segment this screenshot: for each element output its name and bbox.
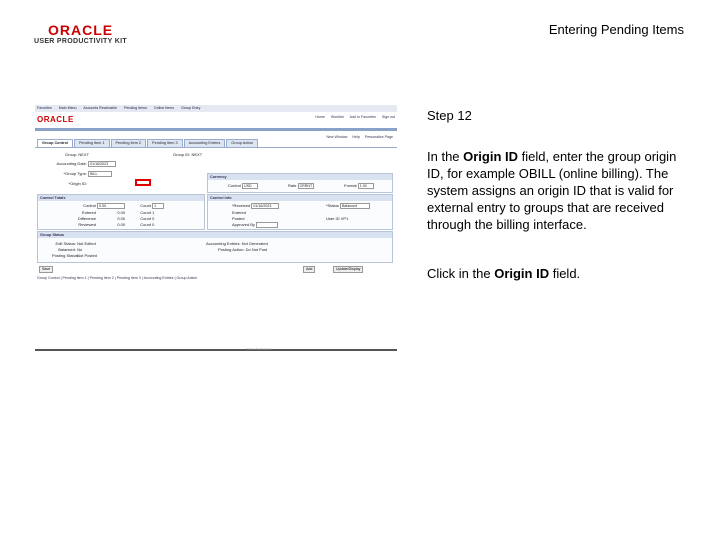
screenshot-footer-divider [35,349,397,351]
totals-count: 0 [152,222,155,227]
control-totals-header: Control Totals [38,195,204,201]
group-status-panel [37,231,393,263]
posted-row [232,216,244,221]
step-number: Step 12 [427,108,472,123]
currency-control-row [228,183,258,189]
control-info-header: Control Info [208,195,392,201]
logo-brand: ORACLE [48,22,114,38]
user-value: VP1 [340,216,349,221]
group-type-label: *Group Type: [63,171,87,177]
group-row [65,152,89,157]
click-field-name: Origin ID [494,266,550,281]
totals-amount: 0.00 [117,216,126,221]
link-favorites[interactable]: Add to Favorites [349,115,376,119]
approved-row [232,222,278,228]
link-home[interactable]: Home [315,115,325,119]
user-row [326,216,348,221]
totals-count: 1 [152,210,155,215]
edit-status-label: Edit Status: [55,241,76,246]
status-label: *Status [326,203,339,209]
tab-pending-item-1[interactable]: Pending Item 1 [74,139,110,147]
balanced-label: Balanced: [58,247,76,252]
group-type-input[interactable]: BILL [88,171,112,177]
table-row [68,203,164,209]
accounting-date-input[interactable]: 01/16/2023 [88,161,116,167]
posting-action-value: Do Not Post [245,247,268,252]
app-brand: ORACLE [37,115,74,124]
posted-label: Posted [232,216,245,221]
tab-bar [37,139,259,147]
totals-count-label: Count [140,203,151,209]
table-row [68,210,154,215]
currency-header: Currency [208,174,392,180]
totals-label: Entered [81,210,96,215]
instr-text: In the [427,149,464,164]
link-new-window[interactable]: New Window [326,135,348,139]
oracle-upk-logo [34,22,134,50]
group-id-value: NEXT [191,152,203,157]
accounting-entries-label: Accounting Entries: [206,241,241,246]
click-text: field. [549,266,581,281]
logo-subtitle: USER PRODUCTIVITY KIT [34,38,127,45]
instr-text: field, enter the group origin ID, for example OBILL (online billing). The system assigns an origin ID that is valid for external entry to groups that are received through the billing interface. [427,149,677,232]
update-display-button[interactable]: Update/Display [333,266,363,273]
group-id-label: Group ID: [173,152,191,157]
group-type-row [47,171,112,177]
currency-format-input[interactable]: 1.00 [358,183,374,189]
tab-pending-item-3[interactable]: Pending Item 3 [147,139,183,147]
tab-pending-item-2[interactable]: Pending Item 2 [111,139,147,147]
link-help[interactable]: Help [352,135,360,139]
table-row [68,216,154,221]
application-screenshot [35,105,397,281]
instr-field-name: Origin ID [463,149,519,164]
user-label: User ID [326,216,340,221]
posting-status-label: Posting Status: [52,253,79,258]
page-links [322,135,393,139]
origin-id-row [47,181,87,186]
page-title: Entering Pending Items [548,22,684,37]
accounting-entries-row [206,241,268,246]
breadcrumb-item[interactable]: Main Menu [58,106,77,110]
control-info-panel [207,194,393,230]
posting-action-row [218,247,267,252]
received-row [232,203,279,209]
totals-amount: 0.00 [117,222,126,227]
approved-label: Approved By [232,222,255,228]
link-personalize[interactable]: Personalize Page [364,135,393,139]
header-divider [35,128,397,131]
edit-status-value: Not Edited [77,241,96,246]
currency-rate-input[interactable]: CRRNT [299,184,313,188]
currency-format-row [344,183,374,189]
posting-status-row [52,253,97,258]
breadcrumb-item[interactable]: Online Items [153,106,175,110]
totals-amount: 0.00 [117,210,126,215]
currency-rate-label: Rate [288,183,297,189]
totals-count-label: Count [140,216,151,221]
breadcrumb [35,105,397,112]
totals-count-label: Count [140,222,151,227]
status-row [326,203,370,209]
add-button[interactable]: Add [303,266,315,273]
totals-count-label: Count [140,210,151,215]
tab-group-control[interactable]: Group Control [37,139,73,147]
origin-id-input[interactable] [135,179,151,186]
breadcrumb-item[interactable]: Favorites [37,106,52,110]
link-signout[interactable]: Sign out [381,115,395,119]
entered-label: Entered [232,210,247,215]
breadcrumb-item[interactable]: Accounts Receivable [83,106,117,110]
entered-row [232,210,246,215]
bottom-tab-links[interactable]: Group Control | Pending Item 1 | Pending Item 2 | Pending Item 3 | Accounting Entries | Group Action [37,276,198,280]
received-input[interactable]: 01/16/2023 [251,203,279,209]
status-select[interactable]: Balanced [340,203,370,209]
control-totals-panel [37,194,205,230]
group-id-row [173,152,202,157]
currency-format-label: Format [344,183,357,189]
save-button[interactable]: Save [39,266,53,273]
balanced-row [52,247,82,252]
footer-note: Oracle Applications [246,347,272,351]
currency-control-label: Control [228,183,241,189]
balanced-value: No [77,247,83,252]
posting-status-value: Not Posted [77,253,97,258]
click-text: Click in the [427,266,495,281]
currency-panel [207,173,393,193]
accounting-date-label: Accounting Date: [56,161,87,167]
breadcrumb-item[interactable]: Group Entry [181,106,201,110]
received-label: *Received [232,203,251,209]
totals-count[interactable]: 1 [152,203,164,209]
top-links [310,115,395,119]
link-worklist[interactable]: Worklist [330,115,344,119]
accounting-entries-value: Not Generated [241,241,268,246]
breadcrumb-item[interactable]: Pending Items [123,106,147,110]
totals-label: Reviewed [78,222,96,227]
currency-rate-row [288,183,314,189]
currency-control-input[interactable]: USD [242,183,258,189]
edit-status-row [52,241,96,246]
step-instructions [427,148,692,233]
origin-id-label: *Origin ID: [68,181,87,186]
totals-amount[interactable]: 0.00 [97,203,125,209]
group-value: NEXT [78,152,90,157]
tab-group-action[interactable]: Group Action [226,139,258,147]
approved-input[interactable] [256,222,278,228]
table-row [68,222,154,227]
group-status-header: Group Status [38,232,392,238]
tab-divider [35,147,397,148]
totals-label: Control [83,203,96,209]
posting-action-label: Posting Action: [218,247,245,252]
click-instruction [427,266,580,281]
group-label: Group: [65,152,78,157]
totals-label: Difference [77,216,96,221]
tab-accounting-entries[interactable]: Accounting Entries [184,139,226,147]
totals-count: 0 [152,216,155,221]
accounting-date-row [47,161,116,167]
